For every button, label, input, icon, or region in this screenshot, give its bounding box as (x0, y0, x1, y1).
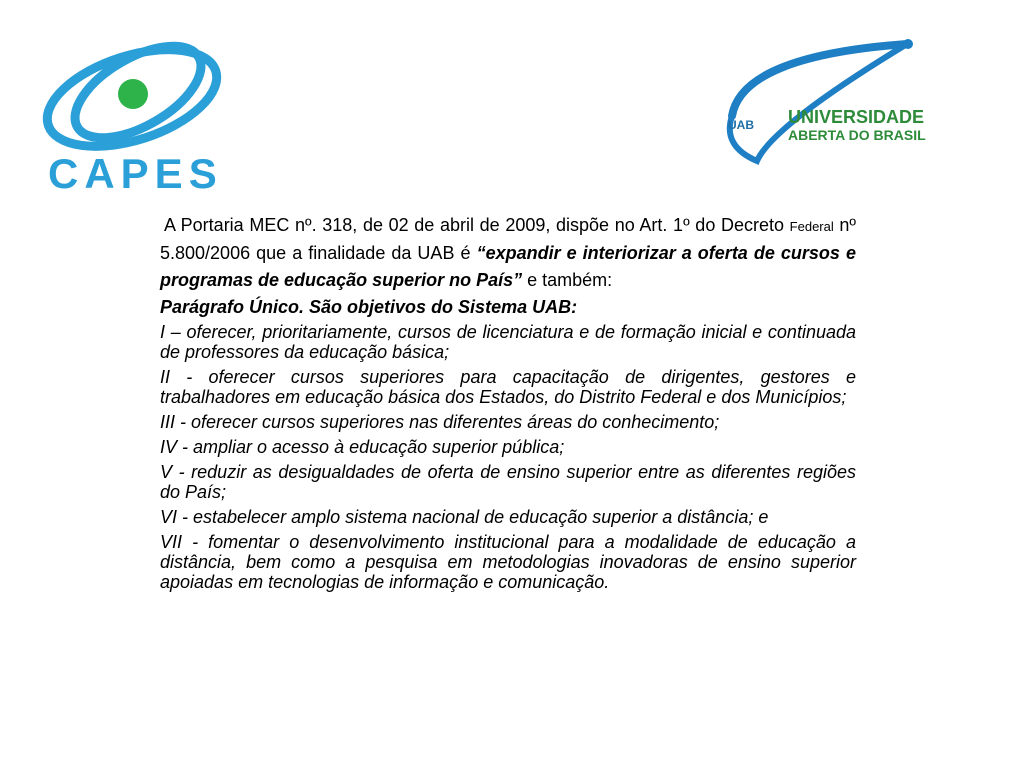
capes-dot (118, 79, 148, 109)
list-item: VI - estabelecer amplo sistema nacional de educação superior a distância; e (160, 507, 769, 527)
list-item: III - oferecer cursos superiores nas diferentes áreas do conhecimento; (160, 412, 720, 432)
list-item: V - reduzir as desigualdades de oferta de ensino superior entre as diferentes regiões do País; (160, 462, 856, 502)
uab-title-line2: ABERTA DO BRASIL (788, 127, 926, 143)
uab-mark: UAB (728, 118, 754, 132)
uab-title-line1: UNIVERSIDADE (788, 107, 925, 127)
intro-text-3: e também: (522, 270, 613, 290)
main-content (160, 212, 856, 597)
intro-small-federal: Federal (789, 219, 834, 234)
intro-text-1: A Portaria MEC nº. 318, de 02 de abril de 2009, dispõe no Art. 1º do Decreto (164, 215, 790, 235)
intro-text-2: nº 5.800/2006 que a finalidade da UAB é (160, 215, 856, 263)
list-item: IV - ampliar o acesso à educação superior pública; (160, 437, 565, 457)
uab-logo (712, 36, 962, 166)
section-heading: Parágrafo Único. São objetivos do Sistema UAB: (160, 297, 578, 317)
intro-quote: “expandir e interiorizar a oferta de cursos e programas de educação superior no País” (160, 243, 856, 290)
list-item: I – oferecer, prioritariamente, cursos de licenciatura e de formação inicial e continuada de professores da educação básica; (160, 322, 856, 362)
intro-paragraph (160, 212, 856, 294)
list-item: VII - fomentar o desenvolvimento institucional para a modalidade de educação a distância, bem como a pesquisa em metodologias inovadoras de ensino superior apoiadas em tecnologias de informação e comunicação. (160, 532, 856, 592)
capes-wordmark: CAPES (48, 150, 223, 197)
list-item: II - oferecer cursos superiores para capacitação de dirigentes, gestores e trabalhadores em educação básica dos Estados, do Distrito Federal e dos Municípios; (160, 367, 856, 407)
